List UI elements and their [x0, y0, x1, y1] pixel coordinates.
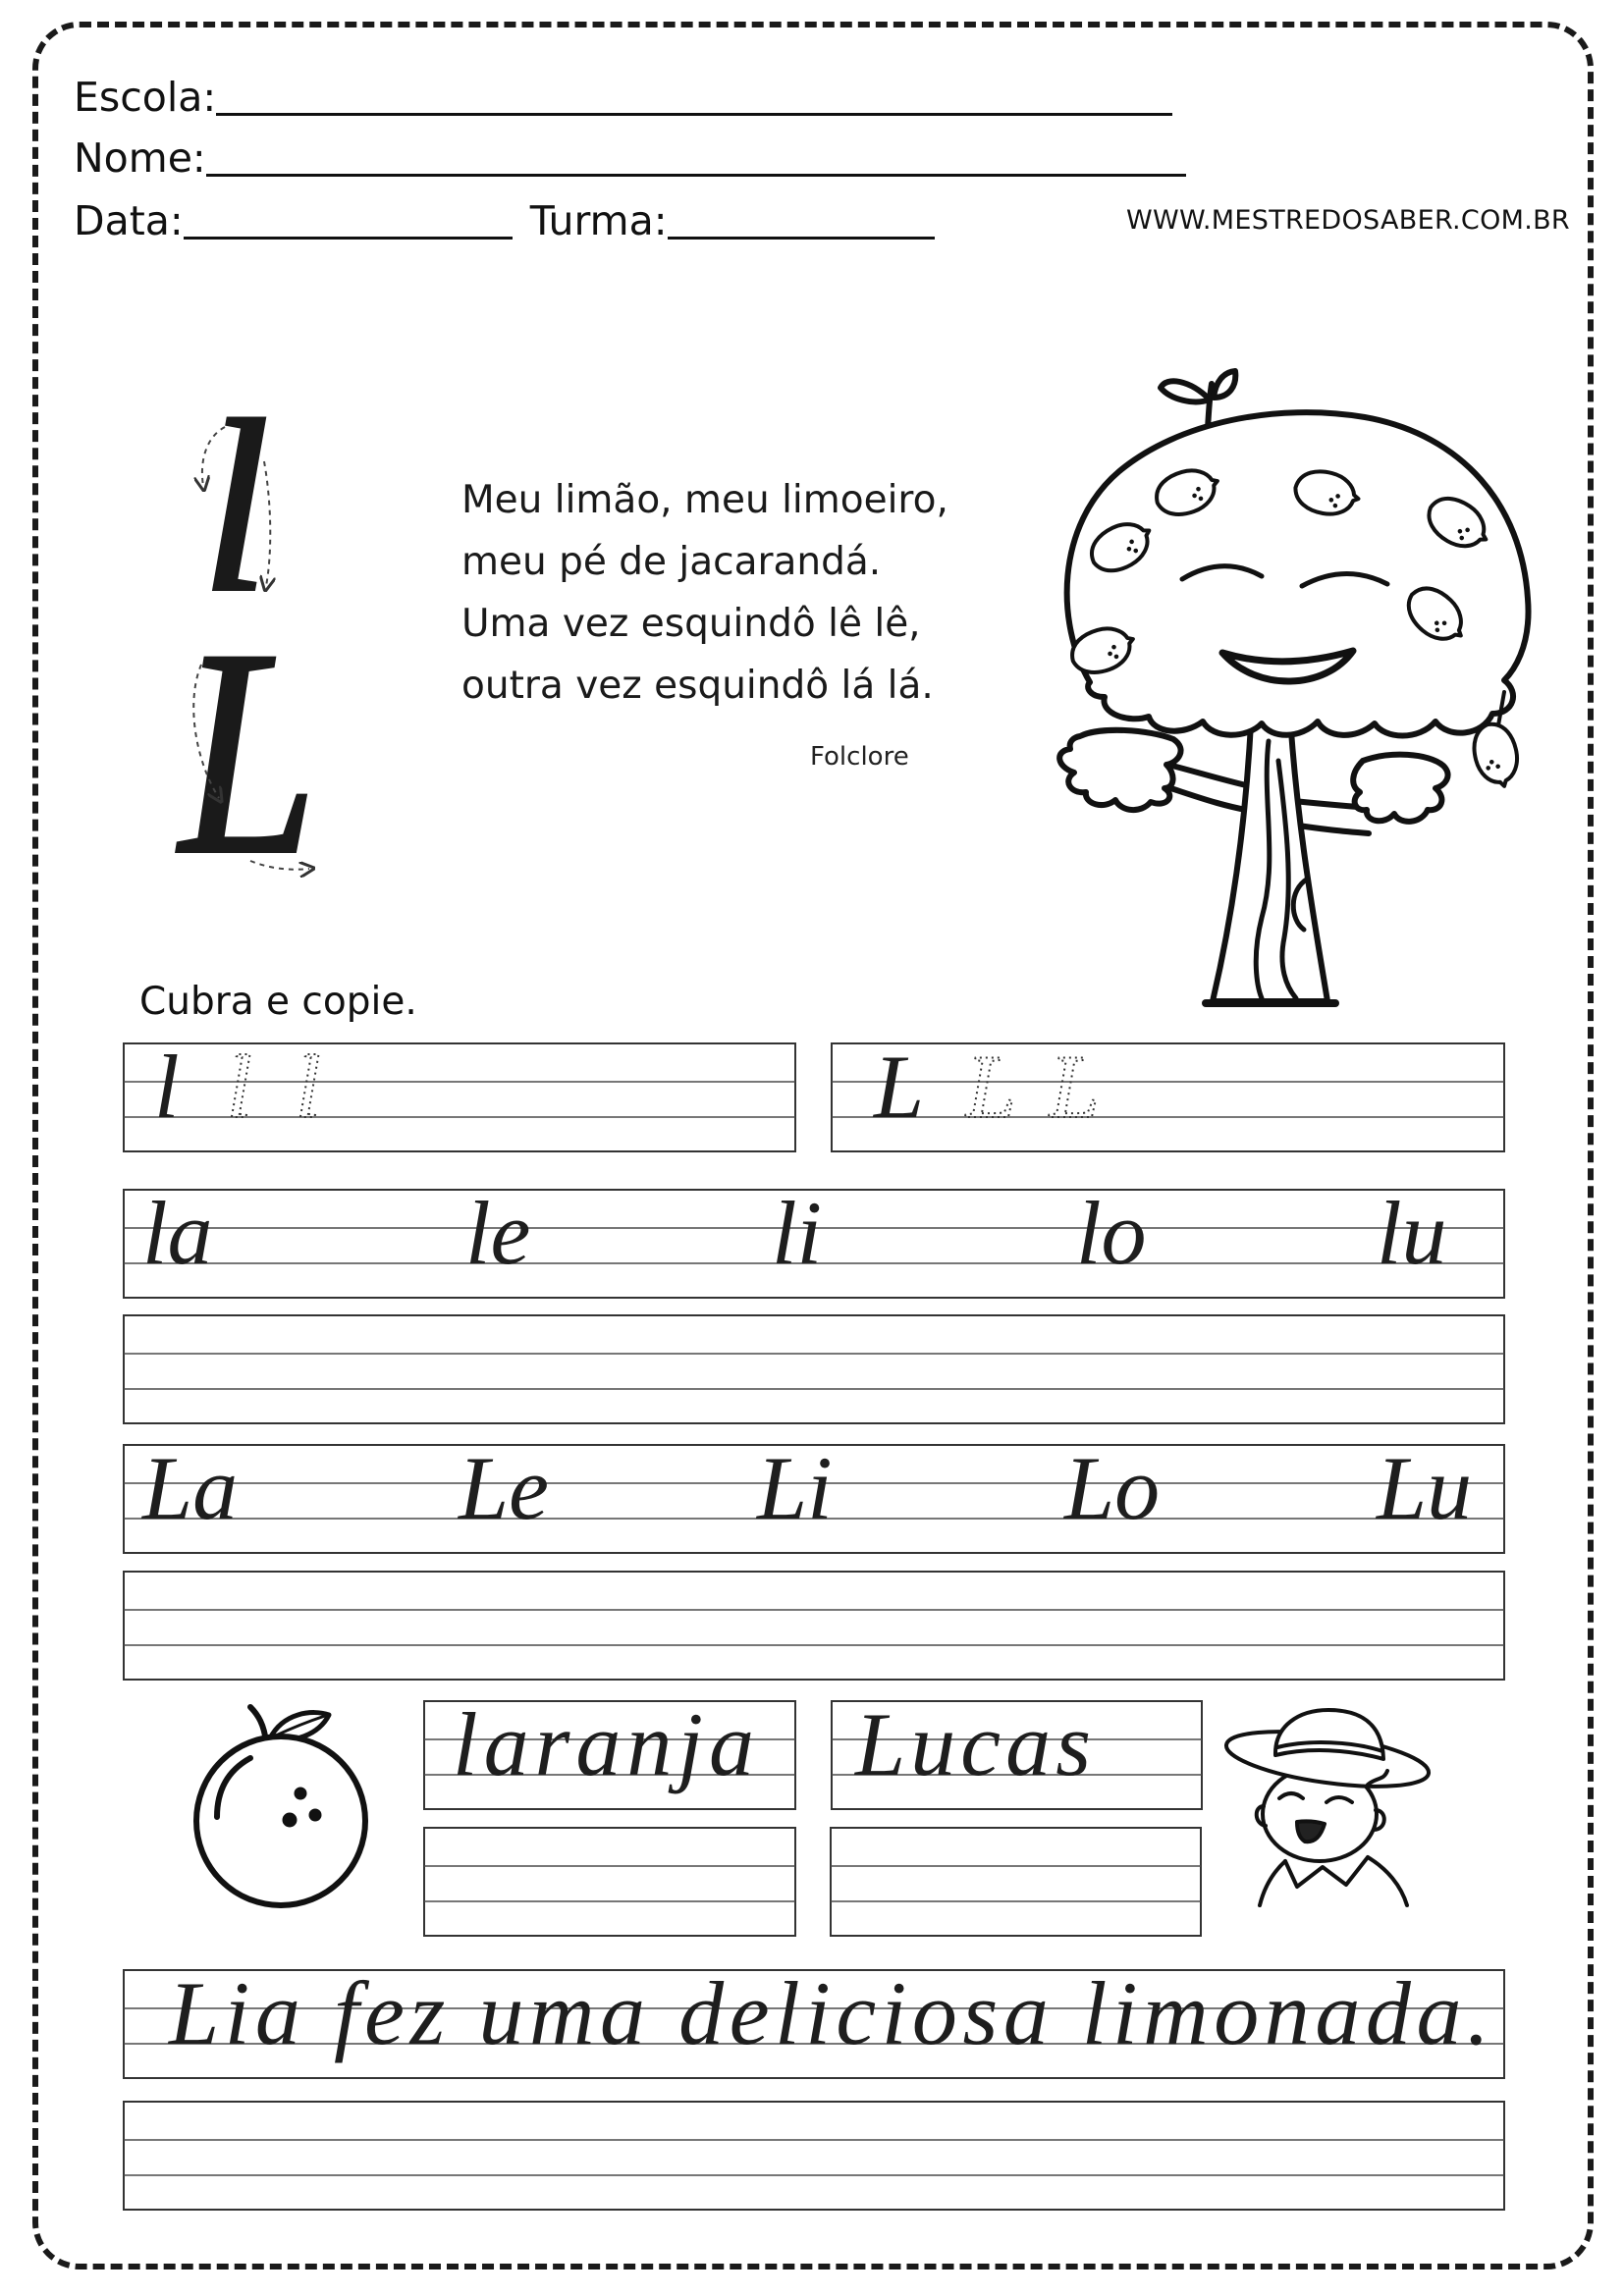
ruling — [124, 1572, 1504, 1680]
box-border — [832, 1043, 1504, 1151]
ruling — [124, 1315, 1504, 1423]
orange-body — [196, 1736, 365, 1905]
tree-canopy — [1067, 412, 1529, 735]
orange-drawing — [196, 1707, 365, 1905]
word-box-laranja — [423, 1694, 796, 1810]
model-letter-uppercase: L — [176, 589, 317, 915]
letter-stroke-guides — [162, 371, 349, 915]
date-blank[interactable] — [184, 225, 513, 240]
syllable: la — [142, 1183, 213, 1283]
poem-line: outra vez esquindô lá lá. — [461, 664, 934, 708]
tracing-dotted-lowercase: l — [296, 1037, 321, 1137]
date-class-row — [74, 197, 935, 244]
boy-hat-crown — [1275, 1710, 1383, 1759]
box-border — [124, 1315, 1504, 1423]
ruling — [831, 1828, 1201, 1936]
ruling — [124, 1043, 795, 1151]
name-row — [74, 134, 1186, 182]
box-border — [124, 2102, 1504, 2210]
word-box-lucas — [831, 1694, 1203, 1810]
tracing-model-uppercase: L — [874, 1037, 925, 1137]
practice-box[interactable] — [423, 1827, 796, 1937]
tracing-dotted-uppercase: L — [966, 1037, 1017, 1137]
tracing-model-lowercase: l — [154, 1037, 180, 1137]
syllable: lu — [1377, 1183, 1447, 1283]
ruling — [124, 2102, 1504, 2210]
instruction: Cubra e copie. — [139, 980, 417, 1024]
boy-left-shoulder — [1260, 1861, 1285, 1905]
word: Lucas — [855, 1694, 1091, 1794]
boy-drawing — [1223, 1710, 1433, 1905]
tracing-dotted-lowercase: l — [227, 1037, 252, 1137]
ruling — [832, 1043, 1504, 1151]
practice-box[interactable] — [830, 1827, 1202, 1937]
tree-right-hand — [1353, 755, 1447, 822]
sentence: Lia fez uma deliciosa limonada. — [169, 1963, 1489, 2063]
ruling — [424, 1828, 795, 1936]
boy-right-shoulder — [1368, 1857, 1407, 1905]
syllable: Li — [757, 1438, 833, 1538]
box-border — [124, 1572, 1504, 1680]
tracing-dotted-uppercase: L — [1050, 1037, 1101, 1137]
poem-line: Uma vez esquindô lê lê, — [461, 602, 921, 646]
word: laranja — [453, 1694, 754, 1794]
model-letter-lowercase: l — [201, 371, 270, 643]
box-border — [424, 1828, 795, 1936]
syllable: lo — [1076, 1183, 1147, 1283]
name-blank[interactable] — [206, 162, 1186, 177]
class-blank[interactable] — [668, 225, 935, 240]
tree-leaf-left — [1161, 381, 1210, 401]
practice-box[interactable] — [123, 1314, 1505, 1424]
lemon-tree-icon — [1051, 368, 1534, 1011]
poem-source: Folclore — [810, 742, 909, 772]
school-row — [74, 74, 1172, 121]
orange-spot — [295, 1788, 306, 1799]
school-blank[interactable] — [216, 101, 1172, 116]
poem-line: meu pé de jacarandá. — [461, 540, 882, 584]
orange-spot — [283, 1813, 297, 1827]
syllable: Le — [459, 1438, 549, 1538]
name-label: Nome: — [74, 134, 206, 182]
poem-line: Meu limão, meu limoeiro, — [461, 478, 948, 522]
poem — [461, 469, 948, 717]
syllable: Lu — [1377, 1438, 1473, 1538]
tree-leaf-right — [1214, 371, 1235, 398]
tree-left-hand — [1059, 730, 1180, 810]
orange-icon — [189, 1701, 376, 1912]
syllable: Lo — [1064, 1438, 1161, 1538]
date-label: Data: — [74, 197, 184, 244]
box-border — [831, 1828, 1201, 1936]
box-border — [124, 1043, 795, 1151]
practice-box[interactable] — [123, 2101, 1505, 2211]
sentence-box — [123, 1963, 1505, 2079]
syllable: li — [772, 1183, 823, 1283]
practice-box[interactable] — [123, 1571, 1505, 1681]
school-label: Escola: — [74, 74, 217, 121]
class-label: Turma: — [529, 197, 668, 244]
syllables-lowercase-box — [123, 1183, 1505, 1299]
tracing-box-uppercase — [831, 1037, 1505, 1152]
orange-spot — [309, 1809, 321, 1821]
boy-icon — [1220, 1704, 1438, 1912]
syllable: La — [142, 1438, 239, 1538]
syllable: le — [465, 1183, 531, 1283]
website-url: WWW.MESTREDOSABER.COM.BR — [1126, 205, 1570, 236]
syllables-uppercase-box — [123, 1438, 1505, 1554]
tracing-box-lowercase — [123, 1037, 796, 1152]
